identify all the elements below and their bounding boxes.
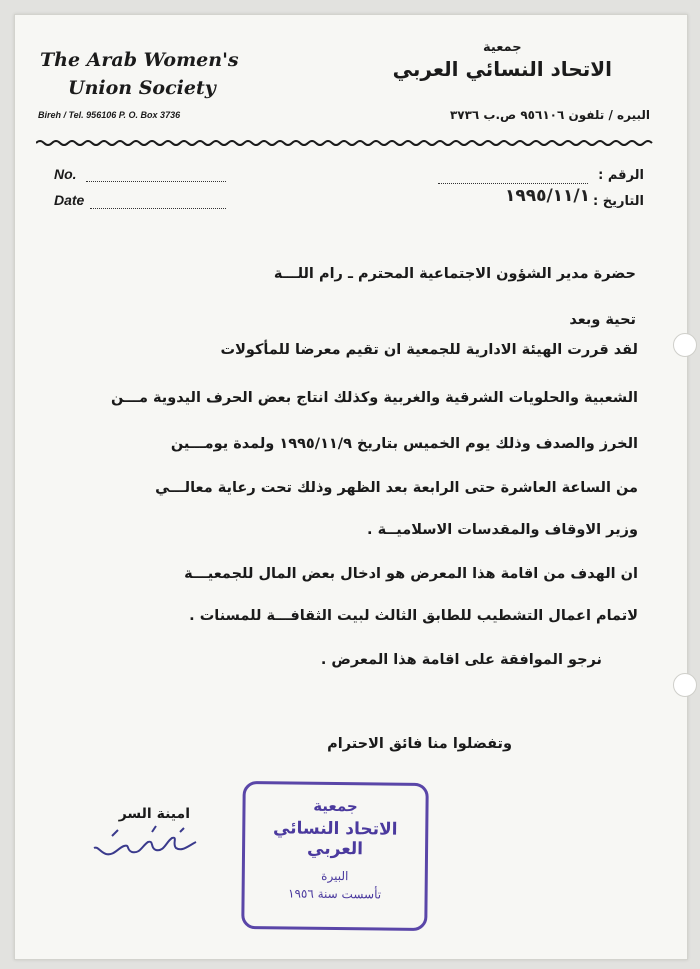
stamp-line3: البيرة <box>321 868 349 884</box>
body-line-1: لقد قررت الهيئة الادارية للجمعية ان تقيم معرضا للمأكولات <box>220 342 638 358</box>
date-value: ١٩٩٥/١١/١ <box>504 186 590 206</box>
signature-title: امينة السر <box>118 806 190 822</box>
stamp-line2: الاتحاد النسائي العربي <box>272 818 398 860</box>
arabic-org-name <box>393 40 612 81</box>
english-org-name <box>40 46 239 102</box>
header-divider <box>36 138 654 148</box>
no-label: No. <box>54 166 77 182</box>
stamp-line4: تأسست سنة ١٩٥٦ <box>288 886 382 902</box>
request-line: نرجو الموافقة على اقامة هذا المعرض . <box>320 652 602 668</box>
arabic-contact: البيره / تلفون ٩٥٦١٠٦ ص.ب ٣٧٣٦ <box>449 108 650 122</box>
closing-line: وتفضلوا منا فائق الاحترام <box>327 736 512 752</box>
signature <box>92 822 202 866</box>
arabic-org-name-small: جمعية <box>483 40 522 55</box>
arabic-no-dotted-line <box>438 183 588 184</box>
body-line-4: من الساعة العاشرة حتى الرابعة بعد الظهر وذلك تحت رعاية معالـــي <box>155 480 638 496</box>
arabic-org-name-big: الاتحاد النسائي العربي <box>392 57 612 81</box>
recipient-line: حضرة مدير الشؤون الاجتماعية المحترم ـ رام اللـــة <box>273 266 636 282</box>
punch-hole-bottom <box>673 673 697 697</box>
date-dotted-line <box>90 208 226 209</box>
arabic-date-label: التاريخ : <box>593 194 644 209</box>
organization-stamp <box>241 781 429 931</box>
arabic-no-label: الرقم : <box>598 168 644 183</box>
body-line-3: الخرز والصدف وذلك يوم الخميس بتاريخ ١٩٩٥/١١/٩ ولمدة يومـــين <box>170 436 638 452</box>
english-org-name-line2: Union Society <box>68 77 216 99</box>
stamp-line1: جمعية <box>313 796 358 816</box>
body-line-5: وزير الاوقاف والمقدسات الاسلاميــة . <box>367 522 638 538</box>
purpose-line-1: ان الهدف من اقامة هذا المعرض هو ادخال بعض المال للجمعيـــة <box>184 566 638 582</box>
no-dotted-line <box>86 181 226 182</box>
greeting-line: تحية وبعد <box>569 312 636 328</box>
date-label: Date <box>54 192 85 208</box>
english-org-name-line1: The Arab Women's <box>40 49 239 71</box>
purpose-line-2: لاتمام اعمال التشطيب للطابق الثالث لبيت الثقافـــة للمسنات . <box>189 608 638 624</box>
body-line-2: الشعبية والحلويات الشرقية والغربية وكذلك انتاج بعض الحرف اليدوية مـــن <box>111 390 638 406</box>
punch-hole-top <box>673 333 697 357</box>
english-contact: Bireh / Tel. 956106 P. O. Box 3736 <box>38 110 181 120</box>
